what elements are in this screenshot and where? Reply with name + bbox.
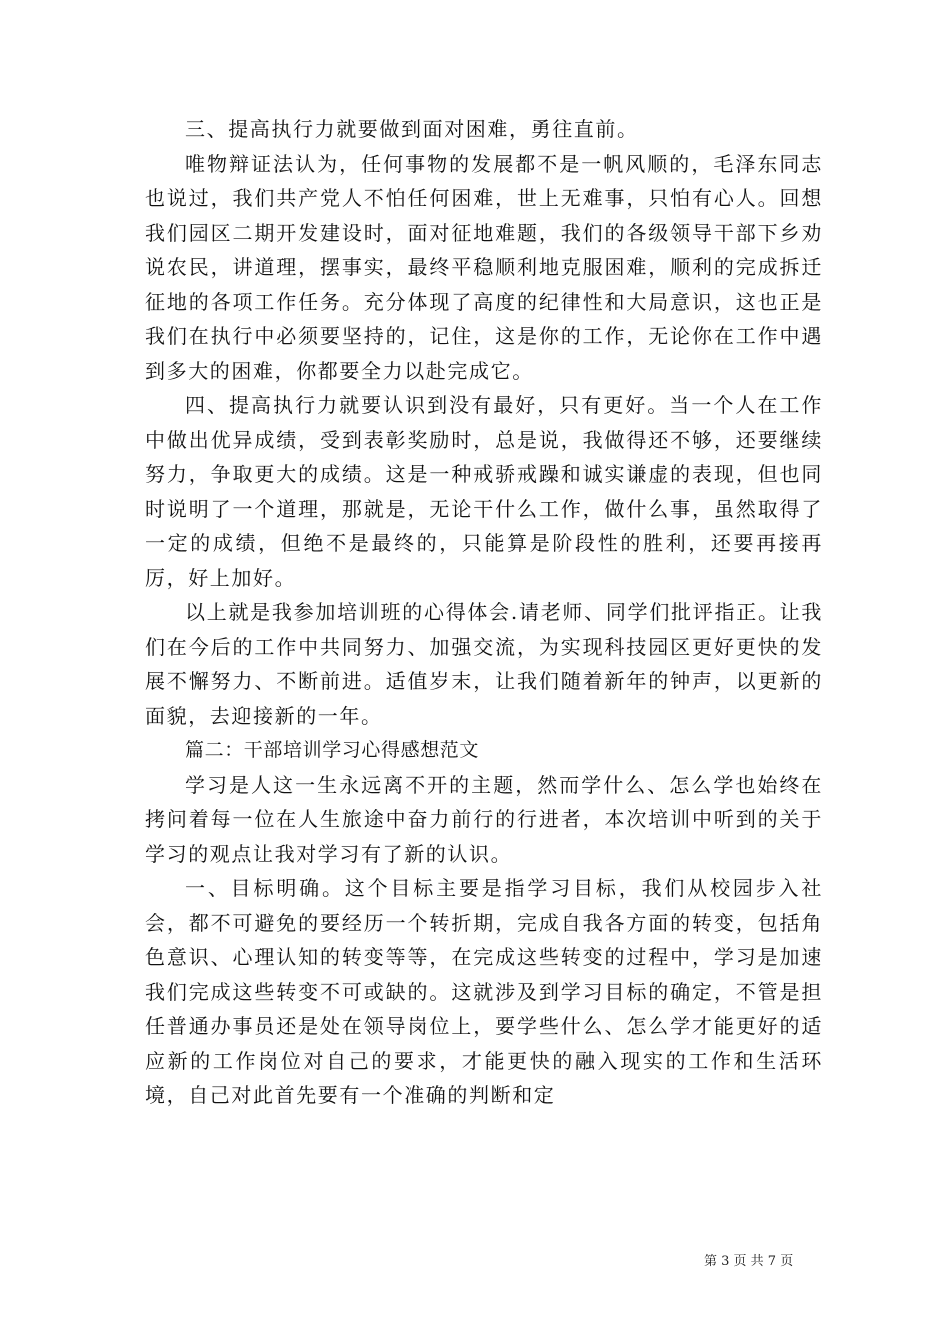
paragraph-clear-goal: 一、目标明确。这个目标主要是指学习目标，我们从校园步入社会，都不可避免的要经历一个转折期，完成自我各方面的转变，包括角色意识、心理认知的转变等等，在完成这些转变的过程中，学习是加速我们完成这些转变不可或缺的。这就涉及到学习目标的确定，不管是担任普通办事员还是处在领导岗位上，要学些什么、怎么学才能更好的适应新的工作岗位对自己的要求，才能更快的融入现实的工作和生活环境，自己对此首先要有一个准确的判断和定 [145,876,823,1107]
paragraph-conclusion: 以上就是我参加培训班的心得体会.请老师、同学们批评指正。让我们在今后的工作中共同努力、加强交流，为实现科技园区更好更快的发展不懈努力、不断前进。适值岁末，让我们随着新年的钟声，以更新的面貌，去迎接新的一年。 [145,600,823,728]
page-footer [0,1250,950,1272]
paragraph-section-three-title: 三、提高执行力就要做到面对困难，勇往直前。 [185,117,639,141]
paragraph-section-four: 四、提高执行力就要认识到没有最好，只有更好。当一个人在工作中做出优异成绩，受到表彰奖励时，总是说，我做得还不够，还要继续努力，争取更大的成绩。这是一种戒骄戒躁和诚实谦虚的表现，但也同时说明了一个道理，那就是，无论干什么工作，做什么事，虽然取得了一定的成绩，但绝不是最终的，只能算是阶段性的胜利，还要再接再厉，好上加好。 [145,393,823,590]
article-two-heading: 篇二：干部培训学习心得感想范文 [185,739,480,761]
paragraph-learning-intro: 学习是人这一生永远离不开的主题，然而学什么、怎么学也始终在拷问着每一位在人生旅途中奋力前行的行进者，本次培训中听到的关于学习的观点让我对学习有了新的认识。 [145,772,823,866]
paragraph-dialectics: 唯物辩证法认为，任何事物的发展都不是一帆风顺的，毛泽东同志也说过，我们共产党人不怕任何困难，世上无难事，只怕有心人。回想我们园区二期开发建设时，面对征地难题，我们的各级领导干部下乡劝说农民，讲道理，摆事实，最终平稳顺利地克服困难，顺利的完成拆迁征地的各项工作任务。充分体现了高度的纪律性和大局意识，这也正是我们在执行中必须要坚持的，记住，这是你的工作，无论你在工作中遇到多大的困难，你都要全力以赴完成它。 [145,151,823,383]
document-body [145,112,823,1113]
page-number: 第 3 页 共 7 页 [704,1254,794,1269]
